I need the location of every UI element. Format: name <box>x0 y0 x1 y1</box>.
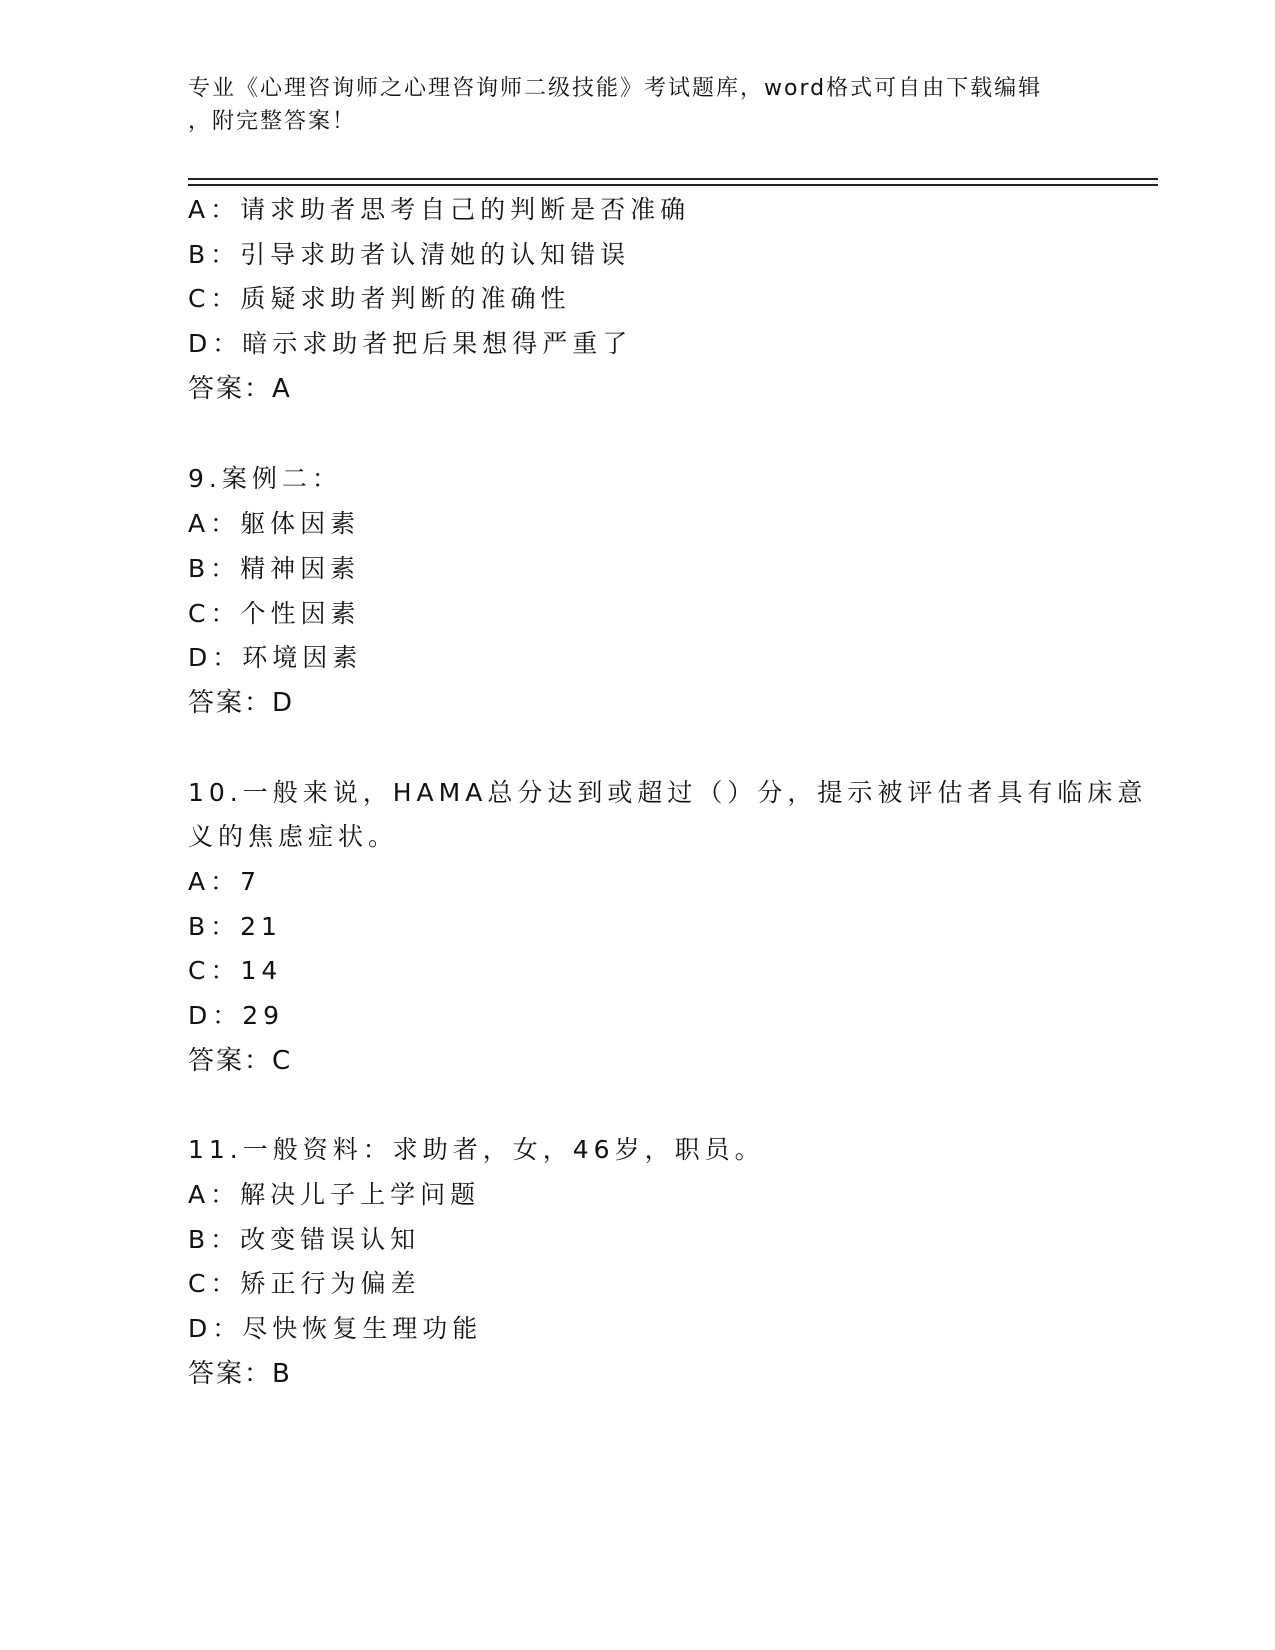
q9-option-d: D：环境因素 <box>188 643 363 672</box>
q11-answer: 答案：B <box>188 1359 292 1389</box>
q9-option-a: A：躯体因素 <box>188 509 361 538</box>
q9-option-b: B：精神因素 <box>188 554 361 583</box>
q8-option-d: D：暗示求助者把后果想得严重了 <box>188 329 633 358</box>
q11-option-d: D：尽快恢复生理功能 <box>188 1314 483 1343</box>
q10-option-b: B：21 <box>188 912 282 941</box>
document-header <box>188 72 1088 138</box>
header-divider-bottom <box>188 184 1158 186</box>
q10-option-c: C：14 <box>188 956 283 985</box>
header-line-2: ，附完整答案！ <box>188 109 357 134</box>
q10-answer: 答案：C <box>188 1046 293 1076</box>
q11-option-a: A：解决儿子上学问题 <box>188 1180 481 1209</box>
q11-option-c: C：矫正行为偏差 <box>188 1269 421 1298</box>
q10-question-line-1: 10.一般来说，HAMA总分达到或超过（）分，提示被评估者具有临床意 <box>188 778 1148 807</box>
q10-question-line-2: 义的焦虑症状。 <box>188 822 399 851</box>
q9-option-c: C：个性因素 <box>188 599 361 628</box>
q8-option-b: B：引导求助者认清她的认知错误 <box>188 240 631 269</box>
header-divider-top <box>188 178 1158 180</box>
q9-question: 9.案例二： <box>188 464 342 493</box>
q10-option-a: A：7 <box>188 867 262 896</box>
q8-option-c: C：质疑求助者判断的准确性 <box>188 284 571 313</box>
q11-question: 11.一般资料：求助者，女，46岁，职员。 <box>188 1135 765 1164</box>
header-line-1: 专业《心理咨询师之心理咨询师二级技能》考试题库，word格式可自由下载编辑 <box>188 76 1043 101</box>
q8-option-a: A：请求助者思考自己的判断是否准确 <box>188 195 691 224</box>
q8-answer: 答案：A <box>188 374 292 404</box>
q9-answer: 答案：D <box>188 688 295 718</box>
q10-option-d: D：29 <box>188 1001 285 1030</box>
q11-option-b: B：改变错误认知 <box>188 1225 421 1254</box>
